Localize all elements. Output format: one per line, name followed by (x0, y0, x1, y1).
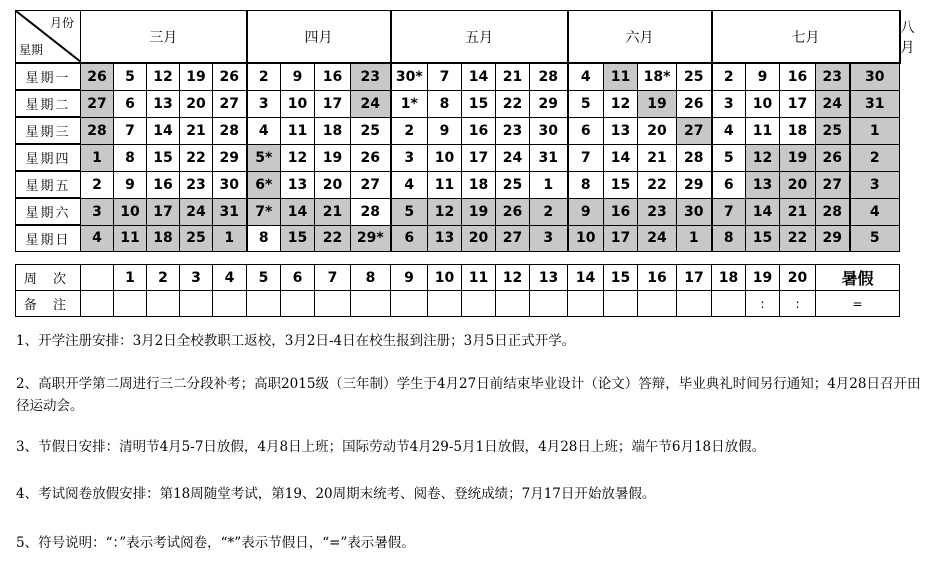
date-cell: 12 (428, 198, 462, 225)
date-cell: 24 (816, 90, 850, 117)
remark-cell (604, 291, 638, 317)
remark-blank-cell (81, 291, 114, 317)
remark-cell (638, 291, 677, 317)
date-cell: 4 (568, 63, 604, 90)
date-cell: 13 (746, 171, 780, 198)
date-cell: 29* (351, 225, 391, 252)
date-cell: 30 (850, 63, 900, 90)
date-cell: 26 (496, 198, 530, 225)
week-cell: 10 (428, 265, 462, 291)
date-cell: 1 (677, 225, 712, 252)
date-cell: 5* (247, 144, 281, 171)
date-cell: 20 (780, 171, 816, 198)
date-cell: 29 (530, 90, 568, 117)
date-cell: 29 (213, 144, 247, 171)
date-cell: 23 (638, 198, 677, 225)
date-cell: 10 (746, 90, 780, 117)
date-cell: 9 (568, 198, 604, 225)
corner-header (16, 11, 81, 64)
weekday-row (16, 225, 900, 252)
calendar-grid (15, 10, 915, 252)
date-cell: 26 (213, 63, 247, 90)
date-cell: 19 (638, 90, 677, 117)
date-cell: 16 (147, 171, 180, 198)
weekday-row (16, 63, 900, 90)
date-cell: 12 (147, 63, 180, 90)
remark-vacation-cell: = (816, 291, 900, 317)
weekday-row (16, 144, 900, 171)
date-cell: 3 (850, 171, 900, 198)
date-cell: 30* (391, 63, 428, 90)
week-table-wrapper (15, 264, 900, 317)
date-cell: 11 (428, 171, 462, 198)
date-cell: 18 (315, 117, 351, 144)
date-cell: 3 (391, 144, 428, 171)
date-cell: 13 (428, 225, 462, 252)
date-cell: 15 (746, 225, 780, 252)
date-cell: 4 (81, 225, 114, 252)
date-cell: 8 (712, 225, 746, 252)
date-cell: 30 (213, 171, 247, 198)
date-cell: 18 (462, 171, 496, 198)
date-cell: 29 (816, 225, 850, 252)
date-cell: 9 (746, 63, 780, 90)
remark-cell (147, 291, 180, 317)
date-cell: 22 (315, 225, 351, 252)
date-cell: 26 (677, 90, 712, 117)
date-cell: 27 (677, 117, 712, 144)
date-cell: 18* (638, 63, 677, 90)
date-cell: 1 (81, 144, 114, 171)
date-cell: 13 (281, 171, 315, 198)
date-cell: 24 (496, 144, 530, 171)
date-cell: 27 (213, 90, 247, 117)
remark-row (16, 291, 900, 317)
date-cell: 20 (462, 225, 496, 252)
date-cell: 18 (147, 225, 180, 252)
corner-weekday-label: 星期 (19, 43, 44, 57)
date-cell: 20 (638, 117, 677, 144)
date-cell: 4 (391, 171, 428, 198)
weekday-label: 星期五 (16, 171, 81, 198)
week-cell: 4 (213, 265, 247, 291)
date-cell: 11 (746, 117, 780, 144)
date-cell: 26 (816, 144, 850, 171)
date-cell: 27 (816, 171, 850, 198)
date-cell: 19 (315, 144, 351, 171)
date-cell: 16 (604, 198, 638, 225)
remark-cell (462, 291, 496, 317)
date-cell: 21 (496, 63, 530, 90)
date-cell: 5 (114, 63, 147, 90)
week-row (16, 265, 900, 291)
date-cell: 2 (81, 171, 114, 198)
date-cell: 21 (780, 198, 816, 225)
date-cell: 28 (530, 63, 568, 90)
date-cell: 18 (780, 117, 816, 144)
date-cell: 12 (604, 90, 638, 117)
week-cell: 1 (114, 265, 147, 291)
date-cell: 22 (780, 225, 816, 252)
week-cell: 16 (638, 265, 677, 291)
week-cell: 9 (391, 265, 428, 291)
date-cell: 16 (462, 117, 496, 144)
week-cell: 5 (247, 265, 281, 291)
date-cell: 26 (81, 63, 114, 90)
date-cell: 8 (568, 171, 604, 198)
remark-cell (281, 291, 315, 317)
week-cell: 6 (281, 265, 315, 291)
date-cell: 5 (850, 225, 900, 252)
date-cell: 6 (391, 225, 428, 252)
date-cell: 13 (147, 90, 180, 117)
date-cell: 23 (180, 171, 213, 198)
week-cell: 18 (712, 265, 746, 291)
remark-cell (530, 291, 568, 317)
date-cell: 2 (850, 144, 900, 171)
week-cell: 3 (180, 265, 213, 291)
week-cell: 13 (530, 265, 568, 291)
date-cell: 10 (568, 225, 604, 252)
date-cell: 15 (281, 225, 315, 252)
week-cell: 14 (568, 265, 604, 291)
date-cell: 11 (604, 63, 638, 90)
date-cell: 7 (568, 144, 604, 171)
week-cell: 8 (351, 265, 391, 291)
note-1: 1、开学注册安排：3月2日全校教职工返校，3月2日-4日在校生报到注册；3月5日正式开学。 (16, 333, 576, 349)
date-cell: 24 (351, 90, 391, 117)
date-cell: 3 (247, 90, 281, 117)
week-table (15, 264, 900, 317)
date-cell: 9 (428, 117, 462, 144)
date-cell: 16 (315, 63, 351, 90)
date-cell: 10 (428, 144, 462, 171)
weekday-row (16, 198, 900, 225)
date-cell: 10 (114, 198, 147, 225)
remark-cell: : (746, 291, 780, 317)
date-cell: 11 (281, 117, 315, 144)
remark-cell (351, 291, 391, 317)
date-cell: 1 (213, 225, 247, 252)
remark-cell (391, 291, 428, 317)
date-cell: 20 (180, 90, 213, 117)
date-cell: 2 (712, 63, 746, 90)
date-cell: 15 (462, 90, 496, 117)
date-cell: 17 (462, 144, 496, 171)
date-cell: 17 (604, 225, 638, 252)
weekday-label: 星期二 (16, 90, 81, 117)
date-cell: 20 (315, 171, 351, 198)
weekday-row (16, 117, 900, 144)
remark-cell (496, 291, 530, 317)
date-cell: 24 (638, 225, 677, 252)
date-cell: 1* (391, 90, 428, 117)
date-cell: 5 (712, 144, 746, 171)
week-cell: 17 (677, 265, 712, 291)
date-cell: 31 (850, 90, 900, 117)
date-cell: 7 (712, 198, 746, 225)
date-cell: 8 (428, 90, 462, 117)
date-cell: 21 (180, 117, 213, 144)
note-4: 4、考试阅卷放假安排：第18周随堂考试，第19、20周期末统考、阅卷、登统成绩；7月17日开始放暑假。 (16, 486, 656, 502)
weekday-label: 星期六 (16, 198, 81, 225)
date-cell: 4 (712, 117, 746, 144)
date-cell: 1 (530, 171, 568, 198)
date-cell: 14 (147, 117, 180, 144)
remark-cell (213, 291, 247, 317)
date-cell: 29 (677, 171, 712, 198)
date-cell: 6 (568, 117, 604, 144)
weekday-label: 星期四 (16, 144, 81, 171)
remark-cell (180, 291, 213, 317)
note-3: 3、节假日安排：清明节4月5-7日放假，4月8日上班；国际劳动节4月29-5月1日放假，4月28日上班；端午节6月18日放假。 (16, 439, 766, 455)
remark-cell (428, 291, 462, 317)
date-cell: 21 (315, 198, 351, 225)
month-header: 四月 (247, 11, 391, 64)
date-cell: 24 (180, 198, 213, 225)
week-vacation-cell: 暑假 (816, 265, 900, 291)
date-cell: 14 (281, 198, 315, 225)
date-cell: 26 (351, 144, 391, 171)
date-cell: 19 (780, 144, 816, 171)
weekday-label: 星期日 (16, 225, 81, 252)
date-cell: 23 (351, 63, 391, 90)
remark-cell (315, 291, 351, 317)
week-cell: 15 (604, 265, 638, 291)
date-cell: 14 (462, 63, 496, 90)
date-cell: 27 (351, 171, 391, 198)
date-cell: 11 (114, 225, 147, 252)
month-header: 五月 (391, 11, 568, 64)
date-cell: 28 (816, 198, 850, 225)
date-cell: 8 (247, 225, 281, 252)
month-header: 六月 (568, 11, 712, 64)
remark-cell: : (780, 291, 816, 317)
date-cell: 10 (281, 90, 315, 117)
date-cell: 25 (496, 171, 530, 198)
week-cell: 19 (746, 265, 780, 291)
date-cell: 31 (213, 198, 247, 225)
weekday-row (16, 90, 900, 117)
date-cell: 23 (496, 117, 530, 144)
week-cell: 11 (462, 265, 496, 291)
calendar-table: 月份 星期 三月 四月 五月 六月 七月 八月 星期一 26 5 12 19 26 2 9 16 23 30* 7 14 21 28 4 11 18* 25 2 9 16 23 30 星期二 27 6 13 20 27 3 10 17 24 1* 8 15 22 29 5 12 19 26 3 10 17 24 31 星期三 28 7 14 21 28 4 11 18 25 2 9 16 23 30 6 13 20 27 4 11 18 25 1 星期四 1 8 15 22 29 5* 12 19 26 3 10 17 24 31 7 14 21 28 5 12 19 26 2 星期五 2 9 16 23 30 6* 13 20 27 4 11 18 25 1 8 15 22 29 6 13 20 27 3 星期六 3 10 17 24 31 7* 14 21 28 5 12 19 26 2 9 16 23 30 7 14 21 28 4 星期日 4 11 18 25 1 8 15 22 29* 6 13 20 27 3 10 17 24 1 8 15 22 29 5 (15, 10, 900, 252)
date-cell: 16 (780, 63, 816, 90)
week-cell: 12 (496, 265, 530, 291)
date-cell: 12 (746, 144, 780, 171)
date-cell: 3 (712, 90, 746, 117)
date-cell: 5 (568, 90, 604, 117)
date-cell: 25 (816, 117, 850, 144)
date-cell: 14 (604, 144, 638, 171)
date-cell: 28 (351, 198, 391, 225)
remark-cell (568, 291, 604, 317)
remark-cell (114, 291, 147, 317)
date-cell: 15 (147, 144, 180, 171)
month-header: 七月 (712, 11, 900, 64)
date-cell: 4 (247, 117, 281, 144)
weekday-label: 星期三 (16, 117, 81, 144)
date-cell: 28 (213, 117, 247, 144)
date-cell: 7* (247, 198, 281, 225)
week-blank-cell (81, 265, 114, 291)
date-cell: 19 (462, 198, 496, 225)
date-cell: 27 (81, 90, 114, 117)
date-cell: 25 (180, 225, 213, 252)
remark-cell (677, 291, 712, 317)
remark-cell (712, 291, 746, 317)
date-cell: 25 (351, 117, 391, 144)
date-cell: 4 (850, 198, 900, 225)
remark-cell (247, 291, 281, 317)
date-cell: 31 (530, 144, 568, 171)
date-cell: 6 (712, 171, 746, 198)
date-cell: 28 (81, 117, 114, 144)
date-cell: 17 (315, 90, 351, 117)
week-cell: 2 (147, 265, 180, 291)
date-cell: 8 (114, 144, 147, 171)
date-cell: 12 (281, 144, 315, 171)
date-cell: 21 (638, 144, 677, 171)
weekday-label: 星期一 (16, 63, 81, 90)
remark-label: 备 注 (16, 291, 81, 317)
date-cell: 2 (247, 63, 281, 90)
date-cell: 22 (638, 171, 677, 198)
date-cell: 15 (604, 171, 638, 198)
date-cell: 6* (247, 171, 281, 198)
date-cell: 14 (746, 198, 780, 225)
date-cell: 30 (677, 198, 712, 225)
corner-month-label: 月份 (49, 16, 74, 30)
date-cell: 27 (496, 225, 530, 252)
week-cell: 7 (315, 265, 351, 291)
week-cell: 20 (780, 265, 816, 291)
date-cell: 23 (816, 63, 850, 90)
month-header: 三月 (81, 11, 247, 64)
date-cell: 19 (180, 63, 213, 90)
date-cell: 13 (604, 117, 638, 144)
date-cell: 3 (81, 198, 114, 225)
date-cell: 2 (391, 117, 428, 144)
date-cell: 17 (780, 90, 816, 117)
date-cell: 5 (391, 198, 428, 225)
date-cell: 9 (114, 171, 147, 198)
date-cell: 22 (496, 90, 530, 117)
week-label: 周 次 (16, 265, 81, 291)
weekday-row (16, 171, 900, 198)
date-cell: 1 (850, 117, 900, 144)
date-cell: 30 (530, 117, 568, 144)
date-cell: 2 (530, 198, 568, 225)
date-cell: 25 (677, 63, 712, 90)
note-5: 5、符号说明：“：”表示考试阅卷，“*”表示节假日，“=”表示暑假。 (16, 535, 415, 551)
date-cell: 6 (114, 90, 147, 117)
date-cell: 28 (677, 144, 712, 171)
date-cell: 9 (281, 63, 315, 90)
date-cell: 17 (147, 198, 180, 225)
date-cell: 7 (114, 117, 147, 144)
date-cell: 7 (428, 63, 462, 90)
note-2: 2、高职开学第二周进行三二分段补考；高职2015级（三年制）学生于4月27日前结束毕业设计（论文）答辩，毕业典礼时间另行通知；4月28日召开田径运动会。 (16, 376, 921, 414)
date-cell: 3 (530, 225, 568, 252)
date-cell: 22 (180, 144, 213, 171)
